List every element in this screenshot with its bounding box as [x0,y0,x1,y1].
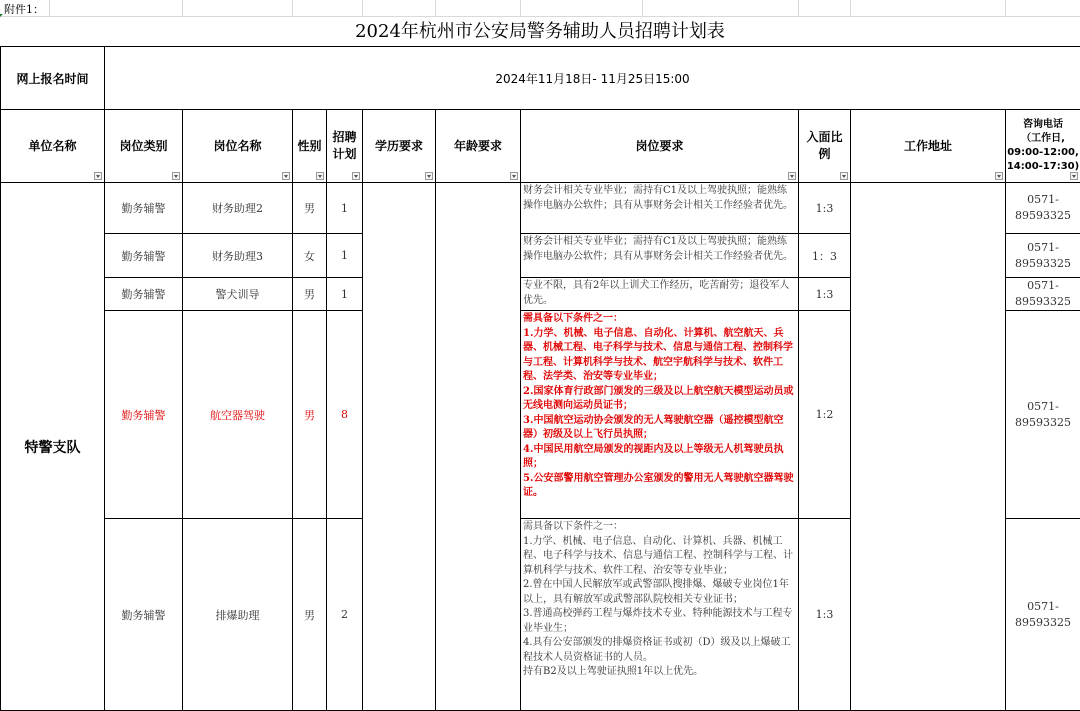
ratio-cell: 1:3 [799,519,851,711]
phone-line1: 0571- [1027,600,1059,613]
header-requirements-label: 岗位要求 [635,139,683,153]
phone-line2: 89593325 [1015,209,1071,222]
gridline [362,0,363,16]
phone-cell [1006,183,1080,234]
phone-line1: 0571- [1027,241,1059,254]
plan-cell: 1 [327,278,363,311]
requirement-line: 财务会计相关专业毕业；需持有C1及以上驾驶执照；能熟练操作电脑办公软件；具有从事财务会计相关工作经验者优先。 [523,235,796,264]
requirement-line: 需具备以下条件之一： [523,520,796,535]
header-address-label: 工作地址 [904,139,952,153]
gender-cell: 男 [293,519,327,711]
registration-period: 2024年11月18日- 11月25日15:00 [105,47,1080,110]
header-contact-line4: 14:00-17:30) [1007,161,1079,172]
phone-line2: 89593325 [1015,416,1071,429]
requirements-cell [521,519,799,711]
filter-dropdown-icon[interactable] [172,172,180,180]
filter-dropdown-icon[interactable] [788,172,796,180]
position-cell: 财务助理2 [183,183,293,234]
header-address [851,110,1006,183]
header-education [363,110,436,183]
header-contact-line3: 09:00-12:00, [1007,147,1079,158]
recruitment-table [0,46,1080,711]
page-title: 2024年杭州市公安局警务辅助人员招聘计划表 [0,20,1080,44]
header-plan [327,110,363,183]
gridline [49,0,50,16]
requirement-line: 4.具有公安部颁发的排爆资格证书或初（D）级及以上爆破工程技术人员资格证书的人员。 [523,636,796,665]
gender-cell: 男 [293,278,327,311]
position-cell: 排爆助理 [183,519,293,711]
header-gender [293,110,327,183]
requirement-line: 专业不限，具有2年以上训犬工作经历，吃苦耐劳；退役军人优先。 [523,279,796,308]
position-cell: 财务助理3 [183,234,293,278]
address-cell [851,183,1006,711]
gridline [642,0,643,16]
gridline [182,0,183,16]
phone-cell [1006,234,1080,278]
requirement-line: 5.公安部警用航空管理办公室颁发的警用无人驾驶航空器驾驶证。 [523,472,796,501]
unit-name-cell: 特警支队 [1,183,105,711]
attachment-label: 附件1： [4,1,44,17]
requirement-line: 3.普通高校弹药工程与爆炸技术专业、特种能源技术与工程专业毕业生； [523,607,796,636]
header-contact [1006,110,1080,183]
requirement-line: 2.曾在中国人民解放军或武警部队搜排爆、爆破专业岗位1年以上，具有解放军或武警部队院校相关专业证书； [523,578,796,607]
gridline [435,0,436,16]
ratio-cell: 1:2 [799,311,851,519]
header-category [105,110,183,183]
phone-cell [1006,278,1080,311]
category-cell: 勤务辅警 [105,311,183,519]
header-category-label: 岗位类别 [119,139,167,153]
ratio-cell: 1:3 [799,183,851,234]
header-ratio [799,110,851,183]
header-position [183,110,293,183]
education-cell [363,183,436,711]
requirement-line: 财务会计相关专业毕业；需持有C1及以上驾驶执照；能熟练操作电脑办公软件；具有从事财务会计相关工作经验者优先。 [523,184,796,213]
phone-cell [1006,519,1080,711]
header-unit-label: 单位名称 [28,139,76,153]
category-cell: 勤务辅警 [105,519,183,711]
header-plan-line1: 招聘 [332,130,356,144]
gridline [520,0,521,16]
filter-dropdown-icon[interactable] [1070,172,1078,180]
header-contact-line1: 咨询电话 [1023,119,1063,130]
header-age [436,110,521,183]
requirement-line: 需具备以下条件之一： [523,312,796,327]
ratio-cell: 1:3 [799,278,851,311]
requirement-line: 1.力学、机械、电子信息、自动化、计算机、兵器、机械工程、电子科学与技术、信息与通信工程、控制科学与工程、计算机科学与技术、软件工程、治安等专业毕业； [523,535,796,579]
plan-cell: 1 [327,234,363,278]
header-ratio-line1: 入面比 [806,130,842,144]
header-position-label: 岗位名称 [213,139,261,153]
registration-row [1,47,1080,110]
requirements-cell [521,278,799,311]
position-cell: 警犬训导 [183,278,293,311]
gridline [292,0,293,16]
header-ratio-line2: 例 [818,147,830,161]
gridline [798,0,799,16]
category-cell: 勤务辅警 [105,183,183,234]
gender-cell: 女 [293,234,327,278]
requirement-line: 4.中国民用航空局颁发的视距内及以上等级无人机驾驶员执照； [523,443,796,472]
filter-dropdown-icon[interactable] [425,172,433,180]
filter-dropdown-icon[interactable] [352,172,360,180]
ratio-cell: 1：3 [799,234,851,278]
filter-dropdown-icon[interactable] [94,172,102,180]
requirements-cell [521,183,799,234]
filter-dropdown-icon[interactable] [282,172,290,180]
header-requirements [521,110,799,183]
header-age-label: 年龄要求 [454,139,502,153]
phone-line1: 0571- [1027,279,1059,292]
header-plan-line2: 计划 [332,147,356,161]
phone-line1: 0571- [1027,400,1059,413]
filter-dropdown-icon[interactable] [316,172,324,180]
filter-dropdown-icon[interactable] [510,172,518,180]
filter-dropdown-icon[interactable] [995,172,1003,180]
gridline [1005,0,1006,16]
plan-cell: 8 [327,311,363,519]
gender-cell: 男 [293,311,327,519]
plan-cell: 2 [327,519,363,711]
requirements-cell [521,311,799,519]
filter-dropdown-icon[interactable] [840,172,848,180]
phone-line1: 0571- [1027,193,1059,206]
age-cell [436,183,521,711]
phone-line2: 89593325 [1015,257,1071,270]
category-cell: 勤务辅警 [105,234,183,278]
header-contact-line2: （工作日, [1021,133,1065,144]
phone-line2: 89593325 [1015,295,1071,308]
table-row [1,183,1080,234]
plan-cell: 1 [327,183,363,234]
selected-cell-indicator [0,14,3,17]
requirement-line: 1.力学、机械、电子信息、自动化、计算机、航空航天、兵器、机械工程、电子科学与技术、信息与通信工程、控制科学与工程、计算机科学与技术、航空宇航科学与技术、软件工程、法学类、治安等专业毕业； [523,327,796,385]
gender-cell: 男 [293,183,327,234]
phone-line2: 89593325 [1015,616,1071,629]
gridline [850,0,851,16]
sheet-gridline-strip [0,0,1080,17]
phone-cell [1006,311,1080,519]
requirement-line: 2.国家体育行政部门颁发的三级及以上航空航天模型运动员或无线电测向运动员证书； [523,385,796,414]
category-cell: 勤务辅警 [105,278,183,311]
requirement-line: 3.中国航空运动协会颁发的无人驾驶航空器（遥控模型航空器）初级及以上飞行员执照； [523,414,796,443]
header-row [1,110,1080,183]
position-cell: 航空器驾驶 [183,311,293,519]
registration-label: 网上报名时间 [1,47,105,110]
requirement-line: 持有B2及以上驾驶证执照1年以上优先。 [523,665,796,680]
header-education-label: 学历要求 [375,139,423,153]
requirements-cell [521,234,799,278]
header-gender-label: 性别 [297,139,321,153]
header-unit [1,110,105,183]
